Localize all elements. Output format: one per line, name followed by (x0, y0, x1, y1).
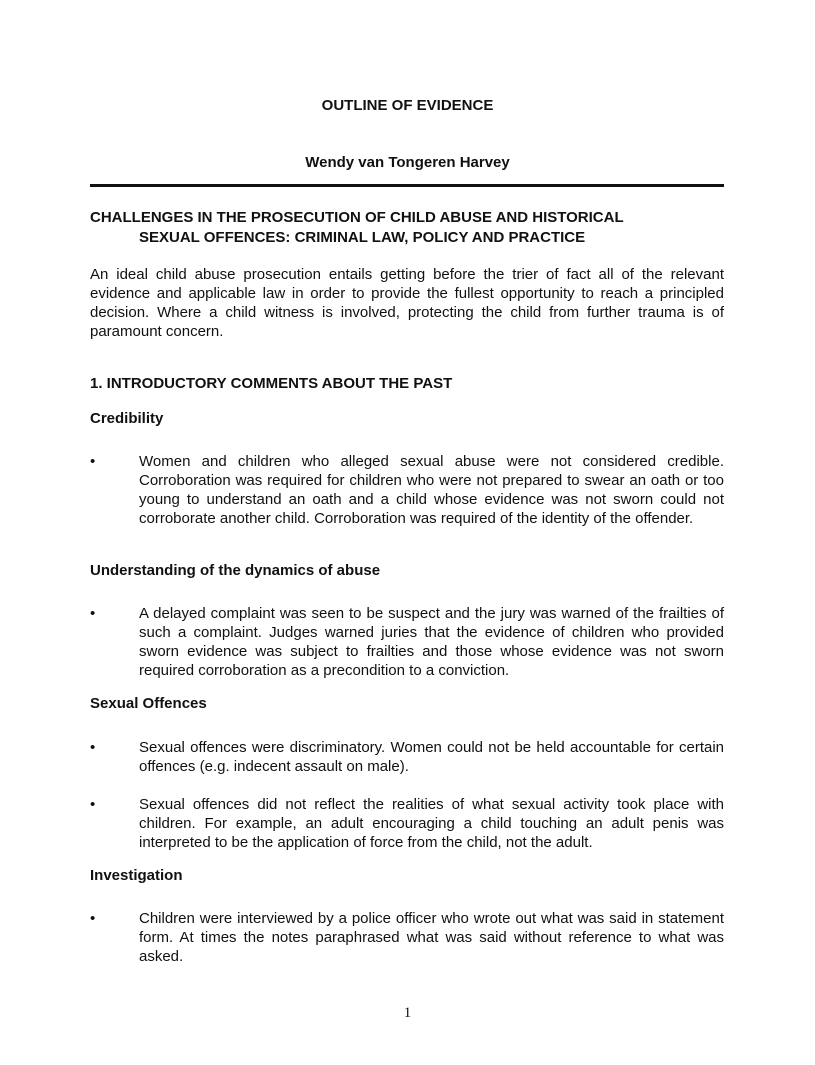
bullet-icon: • (90, 739, 96, 756)
page-number: 1 (403, 1005, 412, 1021)
document-heading (90, 208, 730, 248)
section-title: 1. INTRODUCTORY COMMENTS ABOUT THE PAST (90, 375, 453, 392)
document-title: OUTLINE OF EVIDENCE (321, 97, 494, 114)
bullet-icon: • (90, 453, 96, 470)
list-item-text: Children were interviewed by a police officer who wrote out what was said in statement form. At times the notes paraphrased what was said without reference to what was asked. (139, 910, 724, 965)
subsection-title-credibility: Credibility (90, 410, 164, 427)
heading-line-1: CHALLENGES IN THE PROSECUTION OF CHILD ABUSE AND HISTORICAL (90, 209, 624, 226)
list-item-text: Sexual offences were discriminatory. Women could not be held accountable for certain offences (e.g. indecent assault on male). (139, 739, 724, 775)
list-item-text: Women and children who alleged sexual abuse were not considered credible. Corroboration was required for children who were not prepared to swear an oath or too young to understand an oath and a child whose evidence was not sworn could not corroborate another child. Corroboration was required of the identity of the offender. (139, 453, 724, 527)
bullet-icon: • (90, 910, 96, 927)
intro-paragraph: An ideal child abuse prosecution entails getting before the trier of fact all of the relevant evidence and applicable law in order to provide the fullest opportunity to reach a principled decision. Where a child witness is involved, protecting the child from further trauma is of paramount concern. (90, 266, 724, 340)
list-item-text: A delayed complaint was seen to be suspect and the jury was warned of the frailties of such a complaint. Judges warned juries that the evidence of children who provided sworn evidence was subject to frailties and those whose evidence was not sworn required corroboration as a precondition to a conviction. (139, 605, 724, 679)
list-item-text: Sexual offences did not reflect the realities of what sexual activity took place with children. For example, an adult encouraging a child touching an adult penis was interpreted to be the application of force from the child, not the adult. (139, 796, 724, 851)
document-author: Wendy van Tongeren Harvey (305, 154, 510, 171)
subsection-title-sexual-offences: Sexual Offences (90, 695, 207, 712)
subsection-title-investigation: Investigation (90, 867, 183, 884)
bullet-icon: • (90, 605, 96, 622)
subsection-title-dynamics: Understanding of the dynamics of abuse (90, 562, 381, 579)
title-divider (90, 184, 724, 187)
bullet-icon: • (90, 796, 96, 813)
heading-line-2: SEXUAL OFFENCES: CRIMINAL LAW, POLICY AND PRACTICE (139, 229, 586, 246)
